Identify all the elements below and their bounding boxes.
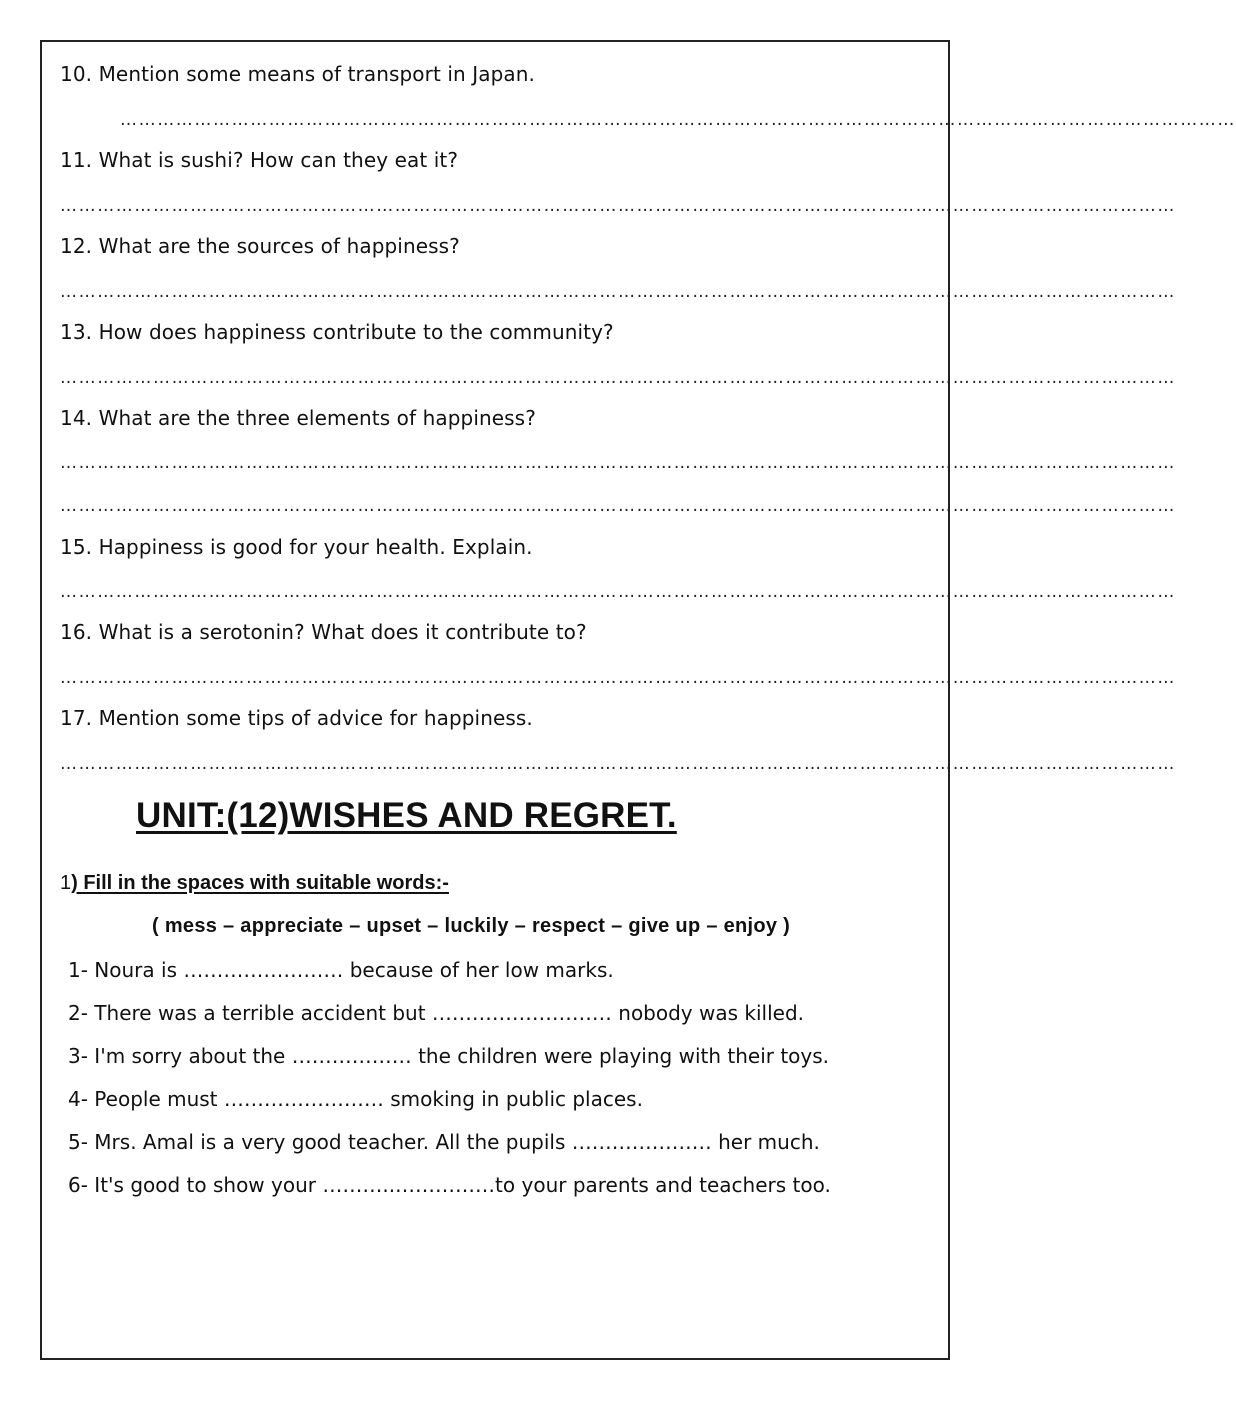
answer-line-12: ……………………………………………………………………………………………………………………………………………………………… — [60, 282, 1176, 302]
fill-sentence-6: 6- It's good to show your ………..……………to your parents and teachers too. — [68, 1173, 831, 1197]
answer-line-10: ……………………………………………………………………………………………………………………………………………………………… — [120, 110, 1236, 130]
question-17: 17. Mention some tips of advice for happiness. — [60, 706, 533, 730]
fill-sentence-4: 4- People must …………………… smoking in public places. — [68, 1087, 643, 1111]
answer-line-16: ……………………………………………………………………………………………………………………………………………………………… — [60, 668, 1176, 688]
word-bank: ( mess – appreciate – upset – luckily – respect – give up – enjoy ) — [152, 915, 791, 937]
answer-line-14a: ……………………………………………………………………………………………………………………………………………………………… — [60, 453, 1176, 473]
section-heading — [60, 872, 449, 895]
fill-sentence-3: 3- I'm sorry about the ……………… the children were playing with their toys. — [68, 1044, 830, 1068]
question-14: 14. What are the three elements of happiness? — [60, 406, 536, 430]
answer-line-14b: ……………………………………………………………………………………………………………………………………………………………… — [60, 496, 1176, 516]
question-13: 13. How does happiness contribute to the community? — [60, 320, 614, 344]
question-15: 15. Happiness is good for your health. Explain. — [60, 535, 533, 559]
answer-line-15: ……………………………………………………………………………………………………………………………………………………………… — [60, 582, 1176, 602]
question-12: 12. What are the sources of happiness? — [60, 234, 460, 258]
fill-sentence-5: 5- Mrs. Amal is a very good teacher. All the pupils ………………… her much. — [68, 1130, 820, 1154]
answer-line-13: ……………………………………………………………………………………………………………………………………………………………… — [60, 368, 1176, 388]
question-16: 16. What is a serotonin? What does it contribute to? — [60, 620, 587, 644]
section-instruction: ) Fill in the spaces with suitable words:- — [71, 872, 449, 894]
question-10: 10. Mention some means of transport in Japan. — [60, 62, 535, 86]
unit-title: UNIT:(12)WISHES AND REGRET. — [136, 796, 677, 835]
answer-line-11: ……………………………………………………………………………………………………………………………………………………………… — [60, 196, 1176, 216]
answer-line-17: ……………………………………………………………………………………………………………………………………………………………… — [60, 754, 1176, 774]
question-11: 11. What is sushi? How can they eat it? — [60, 148, 459, 172]
fill-sentence-2: 2- There was a terrible accident but ……………………… nobody was killed. — [68, 1001, 804, 1025]
section-number: 1 — [60, 872, 72, 894]
fill-sentence-1: 1- Noura is …………………… because of her low marks. — [68, 958, 614, 982]
